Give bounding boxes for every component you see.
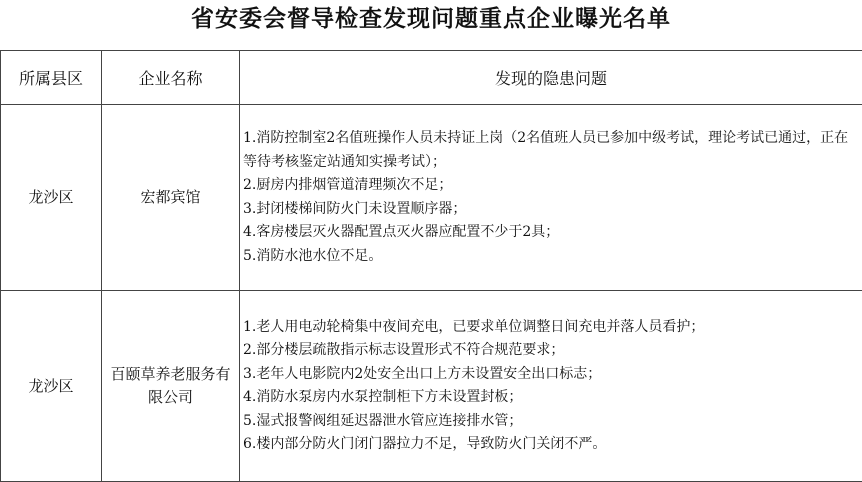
page-title: 省安委会督导检查发现问题重点企业曝光名单 xyxy=(191,6,671,32)
table-row xyxy=(1,291,862,482)
issue-item: 1.老人用电动轮椅集中夜间充电，已要求单位调整日间充电并落人员看护； xyxy=(243,318,705,335)
issue-item: 1.消防控制室2名值班操作人员未持证上岗（2名值班人员已参加中级考试，理论考试已通过，正在等待考核鉴定站通知实操考试）； xyxy=(243,130,849,170)
issue-item: 5.湿式报警阀组延迟器泄水管应连接排水管； xyxy=(243,412,523,429)
issue-item: 4.消防水泵房内水泵控制柜下方未设置封板； xyxy=(243,389,523,405)
header-company: 企业名称 xyxy=(102,51,240,105)
company-cell: 百颐草养老服务有限公司 xyxy=(102,291,240,482)
issue-item: 6.楼内部分防火门闭门器拉力不足，导致防火门关闭不严。 xyxy=(243,436,607,452)
issue-item: 3.封闭楼梯间防火门未设置顺序器； xyxy=(243,200,467,217)
county-cell: 龙沙区 xyxy=(1,105,102,291)
issue-item: 4.客房楼层灭火器配置点灭火器应配置不少于2具； xyxy=(243,224,560,240)
issue-item: 3.老年人电影院内2处安全出口上方未设置安全出口标志； xyxy=(243,365,602,382)
table-row xyxy=(1,105,862,291)
issues-cell xyxy=(240,291,862,482)
issue-item: 2.部分楼层疏散指示标志设置形式不符合规范要求； xyxy=(243,342,565,358)
issue-item: 5.消防水池水位不足。 xyxy=(243,247,383,264)
header-county: 所属县区 xyxy=(1,51,102,105)
table-header-row xyxy=(1,51,862,105)
issues-cell xyxy=(240,105,862,291)
header-issues: 发现的隐患问题 xyxy=(240,51,862,105)
county-cell: 龙沙区 xyxy=(1,291,102,482)
exposure-table xyxy=(0,50,862,482)
issue-item: 2.厨房内排烟管道清理频次不足； xyxy=(243,177,453,193)
company-cell: 宏都宾馆 xyxy=(102,105,240,291)
